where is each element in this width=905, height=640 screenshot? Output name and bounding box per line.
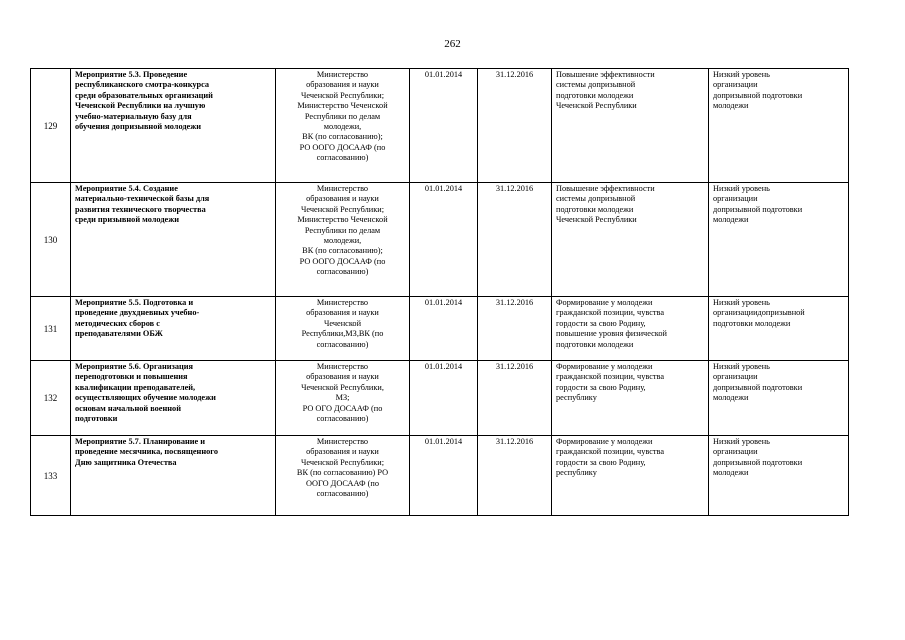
result-line: гордости за свою Родину, [556, 457, 646, 467]
event-line: Дню защитника Отечества [75, 457, 177, 467]
executor-line: Министерство Чеченской [297, 215, 388, 225]
executor-line: ООГО ДОСААФ (по [306, 478, 379, 488]
executor-cell [276, 436, 410, 516]
event-line: материально-технической базы для [75, 194, 210, 204]
risk-line: молодежи [713, 468, 749, 478]
executor-line: РО ООГО ДОСААФ (по [299, 256, 386, 266]
event-line: среди образовательных организаций [75, 90, 213, 100]
executor-cell [276, 297, 410, 361]
event-line: Мероприятие 5.7. Планирование и [75, 437, 206, 446]
risk-line: организации [713, 80, 758, 90]
executor-line: согласованию) [316, 489, 369, 499]
executor-cell [276, 361, 410, 436]
executor-line: ВК (по согласованию) РО [296, 468, 389, 478]
risk-line: организации [713, 447, 758, 457]
executor-line: молодежи, [323, 236, 362, 246]
risk-cell [709, 69, 849, 183]
executor-line: Министерство [316, 184, 369, 193]
activities-table [30, 68, 849, 516]
executor-line: Министерство [316, 298, 369, 307]
event-line: переподготовки и повышения [75, 372, 188, 382]
executor-line: Чеченской Республики; [300, 457, 385, 467]
result-line: гражданской позиции, чувства [556, 447, 665, 457]
executor-line: согласованию) [316, 414, 369, 424]
event-line: обучения допризывной молодежи [75, 122, 202, 132]
row-number: 132 [31, 361, 71, 436]
table-row [31, 69, 849, 183]
result-line: подготовки молодежи [556, 339, 634, 349]
executor-line: образования и науки [306, 80, 379, 90]
event-line: методических сборов с [75, 318, 160, 328]
executor-line: ВК (по согласованию); [302, 246, 383, 256]
result-line: Формирование у молодежи [556, 298, 653, 307]
risk-line: допризывной подготовки [713, 90, 803, 100]
result-line: Чеченской Республики [556, 101, 637, 111]
executor-line: молодежи, [323, 122, 362, 132]
risk-line: Низкий уровень [713, 70, 770, 79]
risk-line: молодежи [713, 215, 749, 225]
end-date: 31.12.2016 [478, 436, 552, 516]
executor-line: РО ОГО ДОСААФ (по [302, 403, 383, 413]
risk-line: допризывной подготовки [713, 457, 803, 467]
event-line: преподавателями ОБЖ [75, 329, 163, 339]
risk-line: организации [713, 194, 758, 204]
executor-line: Чеченской Республики; [300, 204, 385, 214]
table-row [31, 436, 849, 516]
result-line: подготовки молодежи [556, 90, 634, 100]
result-cell [552, 183, 709, 297]
executor-line: Республики по делам [304, 111, 381, 121]
executor-line: образования и науки [306, 447, 379, 457]
event-line: осуществляющих обучение молодежи [75, 393, 216, 403]
risk-line: подготовки молодежи [713, 318, 791, 328]
risk-line: организациидопризывной [713, 308, 805, 318]
start-date: 01.01.2014 [410, 361, 478, 436]
event-line: подготовки [75, 414, 118, 424]
row-number: 133 [31, 436, 71, 516]
risk-line: Низкий уровень [713, 298, 770, 307]
start-date: 01.01.2014 [410, 69, 478, 183]
result-line: республику [556, 393, 597, 403]
executor-line: РО ООГО ДОСААФ (по [299, 142, 386, 152]
executor-line: МЗ; [335, 393, 350, 403]
executor-line: ВК (по согласованию); [302, 132, 383, 142]
event-line: Мероприятие 5.4. Создание [75, 184, 178, 193]
event-line: проведение месячника, посвященного [75, 447, 218, 457]
row-number: 129 [31, 69, 71, 183]
result-line: Чеченской Республики [556, 215, 637, 225]
event-line: среди призывной молодежи [75, 215, 179, 225]
risk-cell [709, 183, 849, 297]
executor-line: Чеченской Республики, [301, 382, 384, 392]
table-row [31, 297, 849, 361]
result-cell [552, 436, 709, 516]
result-cell [552, 361, 709, 436]
executor-line: Министерство [316, 362, 369, 371]
risk-line: молодежи [713, 393, 749, 403]
executor-line: согласованию) [316, 267, 369, 277]
event-line: учебно-материальную базу для [75, 111, 192, 121]
executor-cell [276, 183, 410, 297]
event-cell [71, 361, 276, 436]
event-line: республиканского смотра-конкурса [75, 80, 210, 90]
event-cell [71, 183, 276, 297]
result-line: Повышение эффективности [556, 70, 655, 79]
start-date: 01.01.2014 [410, 297, 478, 361]
result-line: гражданской позиции, чувства [556, 372, 665, 382]
event-cell [71, 69, 276, 183]
risk-line: Низкий уровень [713, 362, 770, 371]
executor-line: образования и науки [306, 308, 379, 318]
result-line: системы допризывной [556, 194, 636, 204]
result-line: Формирование у молодежи [556, 362, 653, 371]
result-line: гражданской позиции, чувства [556, 308, 665, 318]
executor-line: Чеченской Республики; [300, 90, 385, 100]
result-line: системы допризывной [556, 80, 636, 90]
event-line: развития технического творчества [75, 204, 206, 214]
risk-line: допризывной подготовки [713, 382, 803, 392]
table-row [31, 361, 849, 436]
executor-line: образования и науки [306, 194, 379, 204]
risk-cell [709, 297, 849, 361]
event-cell [71, 297, 276, 361]
page-number: 262 [444, 38, 461, 50]
risk-line: Низкий уровень [713, 437, 770, 446]
result-line: гордости за свою Родину, [556, 382, 646, 392]
event-line: проведение двухдневных учебно- [75, 308, 200, 318]
start-date: 01.01.2014 [410, 436, 478, 516]
table-row [31, 183, 849, 297]
executor-line: Министерство [316, 70, 369, 79]
executor-line: Республики по делам [304, 225, 381, 235]
risk-line: Низкий уровень [713, 184, 770, 193]
row-number: 131 [31, 297, 71, 361]
risk-line: допризывной подготовки [713, 204, 803, 214]
end-date: 31.12.2016 [478, 183, 552, 297]
executor-line: Министерство Чеченской [297, 101, 388, 111]
risk-cell [709, 436, 849, 516]
event-line: квалификации преподавателей, [75, 382, 196, 392]
executor-line: Республики,МЗ,ВК (по [301, 329, 384, 339]
end-date: 31.12.2016 [478, 297, 552, 361]
executor-line: образования и науки [306, 372, 379, 382]
event-line: основам начальной военной [75, 403, 181, 413]
event-line: Мероприятие 5.5. Подготовка и [75, 298, 194, 307]
executor-line: Чеченской [323, 318, 362, 328]
risk-line: молодежи [713, 101, 749, 111]
result-line: Формирование у молодежи [556, 437, 653, 446]
result-line: повышение уровня физической [556, 329, 667, 339]
executor-cell [276, 69, 410, 183]
executor-line: Министерство [316, 437, 369, 446]
start-date: 01.01.2014 [410, 183, 478, 297]
result-cell [552, 69, 709, 183]
risk-cell [709, 361, 849, 436]
result-line: подготовки молодежи [556, 204, 634, 214]
executor-line: согласованию) [316, 339, 369, 349]
result-line: гордости за свою Родину, [556, 318, 646, 328]
risk-line: организации [713, 372, 758, 382]
result-line: Повышение эффективности [556, 184, 655, 193]
executor-line: согласованию) [316, 153, 369, 163]
end-date: 31.12.2016 [478, 361, 552, 436]
row-number: 130 [31, 183, 71, 297]
table-body [31, 69, 849, 516]
event-line: Мероприятие 5.6. Организация [75, 362, 194, 371]
event-cell [71, 436, 276, 516]
event-line: Чеченской Республики на лучшую [75, 101, 206, 111]
result-cell [552, 297, 709, 361]
event-line: Мероприятие 5.3. Проведение [75, 70, 188, 79]
result-line: республику [556, 468, 597, 478]
end-date: 31.12.2016 [478, 69, 552, 183]
